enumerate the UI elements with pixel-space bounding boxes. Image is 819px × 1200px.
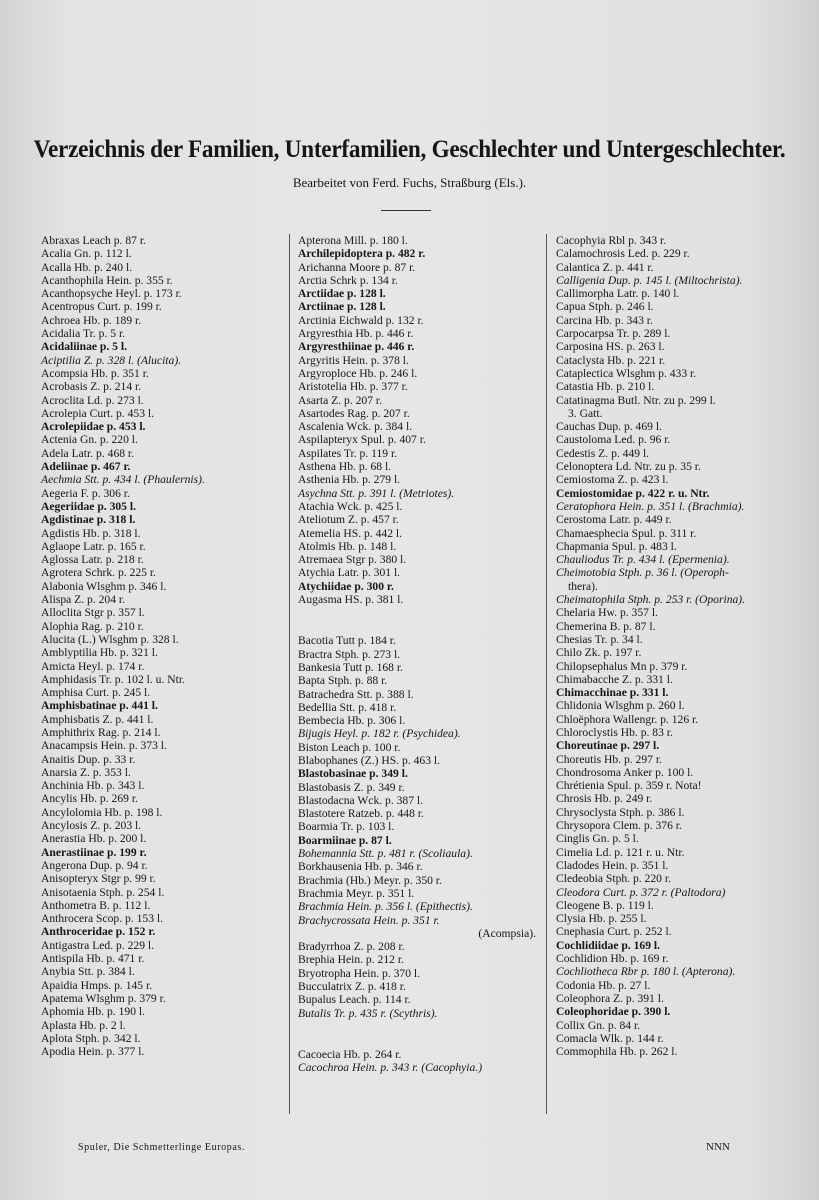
index-entry: Bucculatrix Z. p. 418 r. [298,980,406,994]
index-entry: Alophia Rag. p. 210 r. [41,619,144,633]
index-entry: Amblyptilia Hb. p. 321 l. [41,646,158,660]
index-entry: Commophila Hb. p. 262 l. [556,1045,678,1059]
index-entry: Bijugis Heyl. p. 182 r. (Psychidea). [298,727,461,741]
index-entry: Calantica Z. p. 441 r. [556,260,654,274]
index-entry: Adela Latr. p. 468 r. [41,446,135,460]
index-entry: Bupalus Leach. p. 114 r. [298,993,411,1007]
index-entry: Atolmis Hb. p. 148 l. [298,539,397,553]
index-entry: Chrosis Hb. p. 249 r. [556,792,653,806]
index-entry: Comacla Wlk. p. 144 r. [556,1031,664,1045]
index-entry: Anisopteryx Stgr p. 99 r. [41,872,156,886]
page-subtitle: Bearbeitet von Ferd. Fuchs, Straßburg (Els.). [292,175,527,190]
index-entry: Actenia Gn. p. 220 l. [41,433,138,447]
index-entry: Brephia Hein. p. 212 r. [298,953,404,967]
index-entry: Alispa Z. p. 204 r. [41,593,126,607]
index-column-1 [41,234,291,1058]
index-entry: Acanthopsyche Heyl. p. 173 r. [41,287,182,301]
index-entry: Cochlidiidae p. 169 l. [556,938,661,952]
index-entry: Anarsia Z. p. 353 l. [41,765,131,779]
index-entry: Anthroceridae p. 152 r. [41,925,156,939]
index-entry: Chilopsephalus Mn p. 379 r. [556,659,688,673]
index-entry: Anisotaenia Stph. p. 254 l. [41,885,165,899]
index-entry: Amicta Heyl. p. 174 r. [41,659,145,673]
index-entry: Agdistinae p. 318 l. [41,513,136,527]
index-entry: Chondrosoma Anker p. 100 l. [556,765,694,779]
index-entry: Capua Stph. p. 246 l. [556,300,654,314]
index-entry: Anerastiinae p. 199 r. [41,845,147,859]
index-entry: Angerona Dup. p. 94 r. [41,858,148,872]
index-entry: Anerastia Hb. p. 200 l. [41,832,147,846]
index-entry: Atychiidae p. 300 r. [298,579,394,593]
index-entry: Cacochroa Hein. p. 343 r. (Cacophyia.) [298,1061,483,1075]
index-entry: Alucita (L.) Wlsghm p. 328 l. [41,632,179,646]
index-entry: Bankesia Tutt p. 168 r. [298,660,403,674]
index-entry: Arctinia Eichwald p. 132 r. [298,313,424,327]
index-entry: Alloclita Stgr p. 357 l. [41,606,145,620]
index-entry: Chemerina B. p. 87 l. [556,619,656,633]
index-entry: Clysia Hb. p. 255 l. [556,912,647,926]
index-entry: Acrolepia Curt. p. 453 l. [41,406,155,420]
index-entry: Ancylis Hb. p. 269 r. [41,792,138,806]
index-entry: Cacophyia Rbl p. 343 r. [556,234,667,247]
index-entry: Anthometra B. p. 112 l. [41,898,151,912]
index-entry: Anthrocera Scop. p. 153 l. [41,912,164,926]
index-entry: Bradyrrhoa Z. p. 208 r. [298,940,405,954]
index-entry: Chimacchinae p. 331 l. [556,686,669,700]
index-entry: Carcina Hb. p. 343 r. [556,313,653,327]
index-entry: Codonia Hb. p. 27 l. [556,978,651,992]
index-entry: Aspilates Tr. p. 119 r. [298,446,398,460]
index-entry: Chauliodus Tr. p. 434 l. (Epermenia). [556,553,730,567]
index-entry: Bractra Stph. p. 273 l. [298,647,401,661]
title-divider [381,210,431,211]
index-entry: Cleogene B. p. 119 l. [556,898,654,912]
index-entry: Anacampsis Hein. p. 373 l. [41,739,167,753]
index-entry: Amphisa Curt. p. 245 l. [41,686,151,700]
index-entry: Asthenia Hb. p. 279 l. [298,473,401,487]
index-entry: Arctiinae p. 128 l. [298,300,386,314]
index-entry: Acentropus Curt. p. 199 r. [41,300,162,314]
index-entry: Argyritis Hein. p. 378 l. [298,353,409,367]
index-entry: Cledeobia Stph. p. 220 r. [556,872,671,886]
index-entry: Carposina HS. p. 263 l. [556,340,665,354]
index-entry: Agdistis Hb. p. 318 l. [41,526,141,540]
index-entry: Cladodes Hein. p. 351 l. [556,858,669,872]
index-entry: Achroea Hb. p. 189 r. [41,313,142,327]
section-gap [298,606,548,634]
index-entry: Ateliotum Z. p. 457 r. [298,513,399,527]
index-entry: Chrysopora Clem. p. 376 r. [556,819,682,833]
index-entry: Coleophora Z. p. 391 l. [556,991,664,1005]
section-gap [298,1020,548,1048]
index-entry: Asychna Stt. p. 391 l. (Metriotes). [298,486,455,500]
index-entry: Arichanna Moore p. 87 r. [298,260,416,274]
index-entry: Calamochrosis Led. p. 229 r. [556,247,690,261]
index-entry: Chelaria Hw. p. 357 l. [556,606,658,620]
index-entry: Blastobasinae p. 349 l. [298,767,408,781]
index-entry: Boarmia Tr. p. 103 l. [298,820,395,834]
index-entry: Cleodora Curt. p. 372 r. (Paltodora) [556,885,726,899]
index-entry: Chrysoclysta Stph. p. 386 l. [556,805,685,819]
index-entry: Augasma HS. p. 381 l. [298,593,404,607]
index-column-3 [556,234,806,1058]
index-entry: Calligenia Dup. p. 145 l. (Miltochrista). [556,273,743,287]
index-entry: Acidalia Tr. p. 5 r. [41,327,126,341]
index-entry: Aphomia Hb. p. 190 l. [41,1005,146,1019]
index-entry: Ancylosis Z. p. 203 l. [41,819,142,833]
index-entry: Ancylolomia Hb. p. 198 l. [41,805,163,819]
index-entry: Coleophoridae p. 390 l. [556,1005,671,1019]
index-entry: Adeliinae p. 467 r. [41,460,131,474]
index-entry: Chesias Tr. p. 34 l. [556,632,643,646]
index-entry: Choreutis Hb. p. 297 r. [556,752,662,766]
index-entry: Cataplectica Wlsghm p. 433 r. [556,366,697,380]
index-entry: Cemiostomidae p. 422 r. u. Ntr. [556,486,710,500]
index-entry: Atachia Wck. p. 425 l. [298,499,403,513]
index-entry: Amphisbatis Z. p. 441 l. [41,712,154,726]
index-column-2 [298,234,548,1075]
index-entry: Aglaope Latr. p. 165 r. [41,539,146,553]
index-entry: Abraxas Leach p. 87 r. [41,234,146,247]
signature-mark: NNN [706,1141,730,1153]
index-entry: Arctia Schrk p. 134 r. [298,273,398,287]
index-entry: Acrobasis Z. p. 214 r. [41,380,142,394]
index-entry: Cimelia Ld. p. 121 r. u. Ntr. [556,845,685,859]
index-entry: Amphidasis Tr. p. 102 l. u. Ntr. [41,672,185,686]
index-entry: Cochliotheca Rbr p. 180 l. (Apterona). [556,965,736,979]
index-entry: (Acompsia). [478,926,536,940]
index-entry: Aplasta Hb. p. 2 l. [41,1018,126,1032]
page-title: Verzeichnis der Familien, Unterfamilien, Geschlechter und Untergeschlechter. [33,136,786,163]
index-entry: Borkhausenia Hb. p. 346 r. [298,860,423,874]
index-entry: Ceratophora Hein. p. 351 l. (Brachmia). [556,499,745,513]
index-entry: Apterona Mill. p. 180 l. [298,234,408,247]
index-entry: Antigastra Led. p. 229 l. [41,938,155,952]
index-entry: Callimorpha Latr. p. 140 l. [556,287,680,301]
index-entry: Apatema Wlsghm p. 379 r. [41,991,166,1005]
index-entry: Chilo Zk. p. 197 r. [556,646,642,660]
index-entry: Archilepidoptera p. 482 r. [298,247,426,261]
index-entry: Apaidia Hmps. p. 145 r. [41,978,153,992]
index-entry: Brachycrossata Hein. p. 351 r. [298,913,440,927]
index-entry: Cinglis Gn. p. 5 l. [556,832,639,846]
index-entry: Agrotera Schrk. p. 225 r. [41,566,156,580]
index-entry: Catatinagma Butl. Ntr. zu p. 299 l. [556,393,716,407]
index-entry: Cauchas Dup. p. 469 l. [556,420,662,434]
index-entry: Apodia Hein. p. 377 l. [41,1045,145,1059]
index-entry: Bryotropha Hein. p. 370 l. [298,966,421,980]
index-entry: Chimabacche Z. p. 331 l. [556,672,673,686]
index-entry: Chapmania Spul. p. 483 l. [556,539,677,553]
index-entry: Acidaliinae p. 5 l. [41,340,127,354]
index-entry: Brachmia Meyr. p. 351 l. [298,886,415,900]
index-entry: Aplota Stph. p. 342 l. [41,1031,141,1045]
index-entry: Argyroploce Hb. p. 246 l. [298,366,418,380]
index-entry: Cedestis Z. p. 449 l. [556,446,650,460]
index-entry: Bedellia Stt. p. 418 r. [298,700,397,714]
index-entry: Chrétienia Spul. p. 359 r. Nota! [556,779,702,793]
index-entry: Blastobasis Z. p. 349 r. [298,780,405,794]
index-entry: Cheimotobia Stph. p. 36 l. (Operoph- [556,566,729,580]
index-entry: Cheimatophila Stph. p. 253 r. (Oporina). [556,593,746,607]
index-entry: Argyresthia Hb. p. 446 r. [298,327,414,341]
index-entry: thera). [568,579,598,593]
index-entry: Anchinia Hb. p. 343 l. [41,779,145,793]
index-entry: Bohemannia Stt. p. 481 r. (Scoliaula). [298,847,473,861]
index-entry: Alabonia Wlsghm p. 346 l. [41,579,167,593]
index-entry: Celonoptera Ld. Ntr. zu p. 35 r. [556,460,701,474]
index-entry: Atremaea Stgr p. 380 l. [298,553,407,567]
index-entry: Acroclita Ld. p. 273 l. [41,393,144,407]
index-entry: Cacoecia Hb. p. 264 r. [298,1047,402,1061]
index-entry: Chloroclystis Hb. p. 83 r. [556,725,673,739]
index-entry: Asartodes Rag. p. 207 r. [298,406,410,420]
index-entry: Catastia Hb. p. 210 l. [556,380,655,394]
index-entry: Acanthophila Hein. p. 355 r. [41,273,173,287]
index-entry: Choreutinae p. 297 l. [556,739,660,753]
index-entry: Aristotelia Hb. p. 377 r. [298,380,408,394]
index-entry: Asthena Hb. p. 68 l. [298,460,392,474]
index-entry: Collix Gn. p. 84 r. [556,1018,641,1032]
index-entry: 3. Gatt. [568,406,603,420]
index-entry: Bembecia Hb. p. 306 l. [298,714,406,728]
index-entry: Cemiostoma Z. p. 423 l. [556,473,669,487]
index-entry: Blabophanes (Z.) HS. p. 463 l. [298,753,441,767]
index-entry: Batrachedra Stt. p. 388 l. [298,687,414,701]
index-entry: Anybia Stt. p. 384 l. [41,965,135,979]
index-entry: Aegeria F. p. 306 r. [41,486,130,500]
index-entry: Aglossa Latr. p. 218 r. [41,553,144,567]
index-entry: Butalis Tr. p. 435 r. (Scythris). [298,1006,438,1020]
index-entry: Biston Leach p. 100 r. [298,740,401,754]
index-entry: Asarta Z. p. 207 r. [298,393,383,407]
index-entry: Atychia Latr. p. 301 l. [298,566,401,580]
index-entry: Cerostoma Latr. p. 449 r. [556,513,672,527]
index-entry: Acalia Gn. p. 112 l. [41,247,132,261]
index-entry: Brachmia Hein. p. 356 l. (Epithectis). [298,900,473,914]
index-entry: Blastodacna Wck. p. 387 l. [298,793,424,807]
index-entry: Amphithrix Rag. p. 214 l. [41,725,161,739]
index-entry: Argyresthiinae p. 446 r. [298,340,415,354]
index-entry: Carpocarpsa Tr. p. 289 l. [556,327,671,341]
index-entry: Bacotia Tutt p. 184 r. [298,634,396,648]
index-entry: Cochlidion Hb. p. 169 r. [556,952,669,966]
index-entry: Chloëphora Wallengr. p. 126 r. [556,712,699,726]
index-entry: Boarmiinae p. 87 l. [298,833,392,847]
index-entry: Aechmia Stt. p. 434 l. (Phaulernis). [41,473,205,487]
index-entry: Amphisbatinae p. 441 l. [41,699,158,713]
page-footer: Spuler, Die Schmetterlinge Europas. [78,1142,245,1153]
index-entry: Antispila Hb. p. 471 r. [41,952,145,966]
index-entry: Cataclysta Hb. p. 221 r. [556,353,666,367]
index-entry: Caustoloma Led. p. 96 r. [556,433,671,447]
index-entry: Bapta Stph. p. 88 r. [298,674,388,688]
index-entry: Brachmia (Hb.) Meyr. p. 350 r. [298,873,442,887]
index-entry: Acompsia Hb. p. 351 r. [41,366,149,380]
index-entry: Aciptilia Z. p. 328 l. (Alucita). [41,353,182,367]
index-entry: Atemelia HS. p. 442 l. [298,526,403,540]
index-entry: Arctiidae p. 128 l. [298,287,386,301]
index-entry: Acalla Hb. p. 240 l. [41,260,133,274]
index-entry: Aspilapteryx Spul. p. 407 r. [298,433,426,447]
index-entry: Acrolepiidae p. 453 l. [41,420,146,434]
index-entry: Cnephasia Curt. p. 252 l. [556,925,672,939]
index-entry: Blastotere Ratzeb. p. 448 r. [298,807,424,821]
index-entry: Chamaesphecia Spul. p. 311 r. [556,526,697,540]
index-entry: Ascalenia Wck. p. 384 l. [298,420,413,434]
index-entry: Aegeriidae p. 305 l. [41,499,136,513]
index-entry: Anaitis Dup. p. 33 r. [41,752,136,766]
index-entry: Chlidonia Wlsghm p. 260 l. [556,699,685,713]
